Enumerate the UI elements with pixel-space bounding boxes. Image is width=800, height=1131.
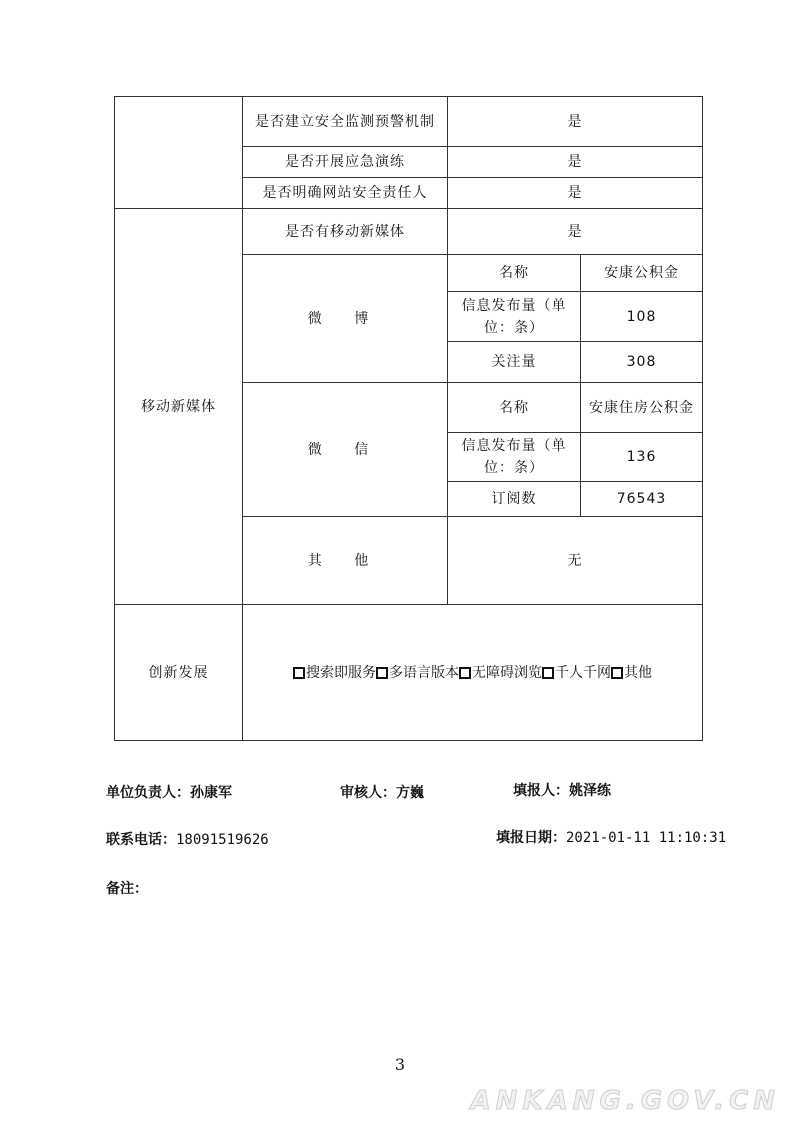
wechat-subscribers-value: 76543 xyxy=(581,482,703,517)
row-value-drill: 是 xyxy=(448,147,703,178)
section-label-innovation: 创新发展 xyxy=(115,605,243,741)
checkbox-icon[interactable] xyxy=(459,667,471,679)
weibo-name-label: 名称 xyxy=(448,255,581,292)
innovation-options xyxy=(243,605,703,741)
row-label-responsible: 是否明确网站安全责任人 xyxy=(243,178,448,209)
other-media-label: 其 他 xyxy=(243,517,448,605)
wechat-name-value: 安康住房公积金 xyxy=(581,383,703,433)
weibo-label: 微 博 xyxy=(243,255,448,383)
innovation-option[interactable]: 千人千网 xyxy=(542,665,611,681)
weibo-posts-label: 信息发布量（单位：条） xyxy=(448,292,581,342)
fill-date: 填报日期：2021-01-11 11:10:31 xyxy=(496,830,727,846)
checkbox-icon[interactable] xyxy=(376,667,388,679)
filler: 填报人：姚泽练 xyxy=(513,783,611,799)
report-table xyxy=(114,96,703,741)
page-number: 3 xyxy=(394,1055,406,1074)
row-value-monitoring: 是 xyxy=(448,97,703,147)
row-value-responsible: 是 xyxy=(448,178,703,209)
row-label-has-mobile: 是否有移动新媒体 xyxy=(243,209,448,255)
wechat-posts-label: 信息发布量（单位：条） xyxy=(448,433,581,482)
weibo-followers-value: 308 xyxy=(581,342,703,383)
row-label-monitoring: 是否建立安全监测预警机制 xyxy=(243,97,448,147)
checkbox-icon[interactable] xyxy=(542,667,554,679)
innovation-option[interactable]: 多语言版本 xyxy=(376,665,459,681)
checkbox-icon[interactable] xyxy=(611,667,623,679)
wechat-posts-value: 136 xyxy=(581,433,703,482)
wechat-name-label: 名称 xyxy=(448,383,581,433)
other-media-value: 无 xyxy=(448,517,703,605)
wechat-subscribers-label: 订阅数 xyxy=(448,482,581,517)
row-label-drill: 是否开展应急演练 xyxy=(243,147,448,178)
wechat-label: 微 信 xyxy=(243,383,448,517)
site-watermark: ANKANG.GOV.CN xyxy=(470,1086,780,1116)
contact-phone: 联系电话：18091519626 xyxy=(106,832,269,848)
remarks-label: 备注： xyxy=(106,881,148,897)
section-label-mobile-media: 移动新媒体 xyxy=(115,209,243,605)
innovation-option[interactable]: 其他 xyxy=(611,665,652,681)
checkbox-icon[interactable] xyxy=(293,667,305,679)
unit-head: 单位负责人：孙康军 xyxy=(106,785,232,801)
weibo-posts-value: 108 xyxy=(581,292,703,342)
innovation-option[interactable]: 搜索即服务 xyxy=(293,665,376,681)
row-value-has-mobile: 是 xyxy=(448,209,703,255)
weibo-name-value: 安康公积金 xyxy=(581,255,703,292)
reviewer: 审核人：方巍 xyxy=(340,785,424,801)
section-label-security xyxy=(115,97,243,209)
innovation-option[interactable]: 无障碍浏览 xyxy=(459,665,542,681)
weibo-followers-label: 关注量 xyxy=(448,342,581,383)
